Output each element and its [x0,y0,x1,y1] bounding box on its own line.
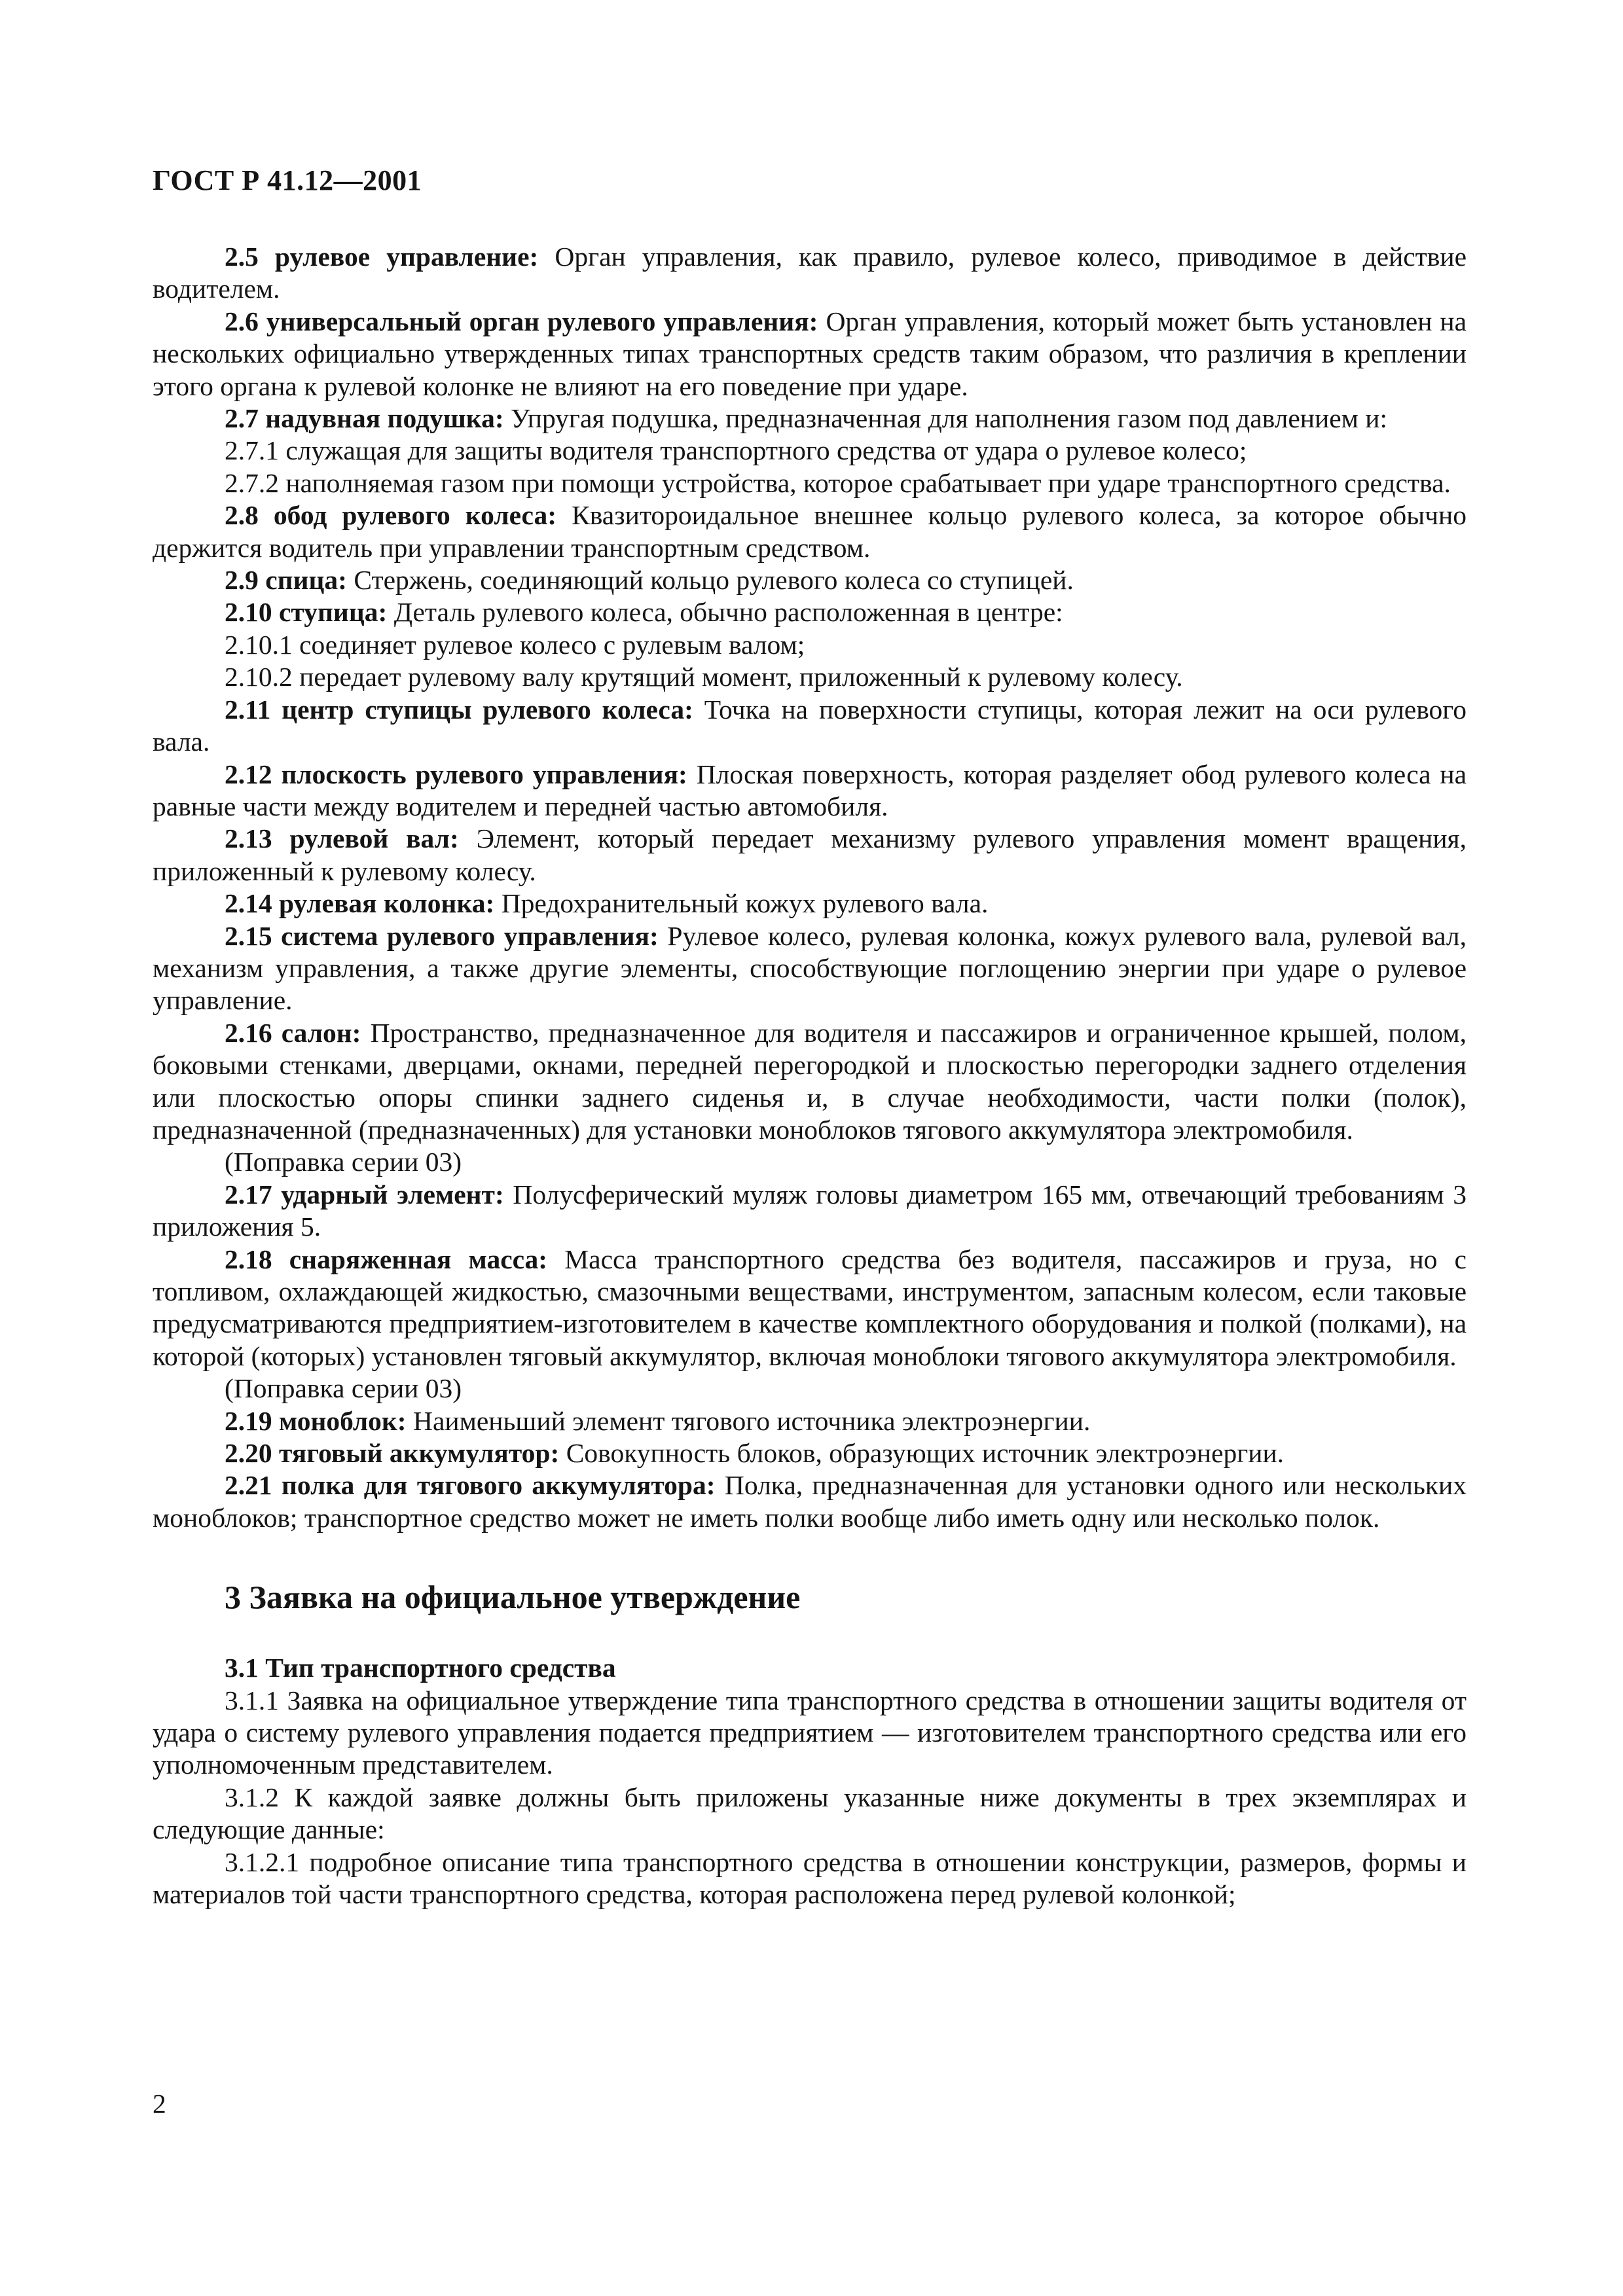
definition-term: 2.16 салон: [225,1017,361,1048]
definition-text: Наименьший элемент тягового источника электроэнергии. [406,1405,1091,1436]
definition-paragraph [153,306,1467,403]
definition-paragraph [153,1179,1467,1244]
definition-paragraph [153,888,1467,920]
definition-paragraph [153,564,1467,596]
definition-term: 2.10 ступица: [225,597,388,628]
definition-paragraph [153,499,1467,564]
definition-text: Рулевое колесо, рулевая колонка, кожух рулевого вала, рулевой вал, механизм управления, а также другие элементы, способствующие поглощению энергии при ударе о рулевое управление. [153,920,1467,1016]
definition-paragraph [153,1437,1467,1469]
definition-text: Совокупность блоков, образующих источник электроэнергии. [559,1438,1285,1469]
definition-term: 2.13 рулевой вал: [225,823,459,854]
definition-term: 2.14 рулевая колонка: [225,888,495,919]
definition-text: 2.7.1 служащая для защиты водителя транспортного средства от удара о рулевое колесо; [225,435,1247,466]
definition-text: Плоская поверхность, которая разделяет обод рулевого колеса на равные части между водителем и передней частью автомобиля. [153,759,1467,821]
definition-paragraph [153,435,1467,467]
definition-term: 2.8 обод рулевого колеса: [225,500,557,531]
definition-text: 2.7.2 наполняемая газом при помощи устройства, которое срабатывает при ударе транспортного средства. [225,467,1451,498]
definition-text: Полка, предназначенная для установки одного или нескольких моноблоков; транспортное средство может не иметь полки вообще либо иметь одну или несколько полок. [153,1470,1467,1533]
definition-text: Пространство, предназначенное для водителя и пассажиров и ограниченное крышей, полом, боковыми стенками, дверцами, окнами, передней перегородкой и плоскостью перегородки заднего отделения или плоскостью опоры спинки заднего сиденья и, в случае необходимости, части полки (полок), предназначенной (предназначенных) для установки моноблоков тягового аккумулятора электромобиля. [153,1017,1467,1145]
page-number: 2 [153,2089,166,2119]
definition-paragraph [153,1372,1467,1405]
document-body [153,241,1467,1911]
definition-paragraph [153,1017,1467,1147]
definition-text: 2.10.1 соединяет рулевое колесо с рулевым валом; [225,629,805,660]
definition-paragraph [153,1469,1467,1534]
definition-term: 2.21 полка для тягового аккумулятора: [225,1470,716,1501]
definition-text: Точка на поверхности ступицы, которая лежит на оси рулевого вала. [153,694,1467,757]
definition-text: Масса транспортного средства без водителя, пассажиров и груза, но с топливом, охлаждающей жидкостью, смазочными веществами, инструментом, запасным колесом, если таковые предусматриваются предприятием-изготовителем в качестве комплектного оборудования и полкой (полками), на которой (которых) установлен тяговый аккумулятор, включая моноблоки тягового аккумулятора электромобиля. [153,1244,1467,1371]
definition-text: (Поправка серии 03) [225,1373,462,1404]
definition-term: 2.6 универсальный орган рулевого управления: [225,306,818,336]
definition-paragraph [153,920,1467,1017]
definition-paragraph [153,661,1467,693]
definition-paragraph [153,823,1467,888]
definition-paragraph [153,1405,1467,1437]
definition-paragraph [153,759,1467,823]
section-3-paragraphs [153,1685,1467,1911]
definition-paragraph [153,1146,1467,1178]
section-3-paragraph: 3.1.1 Заявка на официальное утверждение типа транспортного средства в отношении защиты водителя от удара о систему рулевого управления подается предприятием — изготовителем транспортного средства или его уполномоченным представителем. [153,1685,1467,1780]
section-3-paragraph: 3.1.2 К каждой заявке должны быть приложены указанные ниже документы в трех экземплярах и следующие данные: [153,1782,1467,1845]
definition-term: 2.18 снаряженная масса: [225,1244,548,1274]
definition-term: 2.11 центр ступицы рулевого колеса: [225,694,693,725]
definition-term: 2.7 надувная подушка: [225,403,504,434]
definition-text: Полусферический муляж головы диаметром 165 мм, отвечающий требованиям 3 приложения 5. [153,1179,1467,1242]
definition-text: Квазитороидальное внешнее кольцо рулевого колеса, за которое обычно держится водитель при управлении транспортным средством. [153,500,1467,563]
definition-paragraph [153,1244,1467,1373]
definition-term: 2.17 ударный элемент: [225,1179,504,1210]
definition-text: (Поправка серии 03) [225,1147,462,1177]
definition-text: Деталь рулевого колеса, обычно расположенная в центре: [387,597,1063,628]
definition-term: 2.9 спица: [225,565,347,596]
definition-term: 2.19 моноблок: [225,1405,407,1436]
definition-text: 2.10.2 передает рулевому валу крутящий момент, приложенный к рулевому колесу. [225,662,1183,692]
definition-text: Орган управления, как правило, рулевое колесо, приводимое в действие водителем. [153,242,1467,304]
definition-term: 2.5 рулевое управление: [225,242,539,272]
definition-term: 2.12 плоскость рулевого управления: [225,759,687,789]
definition-term: 2.15 система рулевого управления: [225,920,659,951]
definition-text: Упругая подушка, предназначенная для наполнения газом под давлением и: [503,403,1388,434]
document-code-header: ГОСТ Р 41.12—2001 [153,164,422,196]
definition-paragraph [153,467,1467,499]
definition-paragraph [153,241,1467,306]
definition-paragraph [153,629,1467,661]
subsection-3-1-title: 3.1 Тип транспортного средства [225,1653,616,1683]
definition-text: Предохранительный кожух рулевого вала. [494,888,989,919]
definition-paragraph [153,596,1467,628]
definition-paragraph [153,403,1467,435]
section-3-paragraph: 3.1.2.1 подробное описание типа транспортного средства в отношении конструкции, размеров, формы и материалов той части транспортного средства, которая расположена перед рулевой колонкой; [153,1846,1467,1910]
definition-text: Орган управления, который может быть установлен на нескольких официально утвержденных типах транспортных средств таким образом, что различия в креплении этого органа к рулевой колонке не влияют на его поведение при ударе. [153,306,1467,401]
definition-paragraph [153,694,1467,759]
definitions-list [153,241,1467,1534]
definition-text: Стержень, соединяющий кольцо рулевого колеса со ступицей. [346,565,1074,596]
definition-text: Элемент, который передает механизму рулевого управления момент вращения, приложенный к рулевому колесу. [153,823,1467,886]
definition-term: 2.20 тяговый аккумулятор: [225,1438,560,1469]
section-3-title: 3 Заявка на официальное утверждение [225,1579,801,1616]
